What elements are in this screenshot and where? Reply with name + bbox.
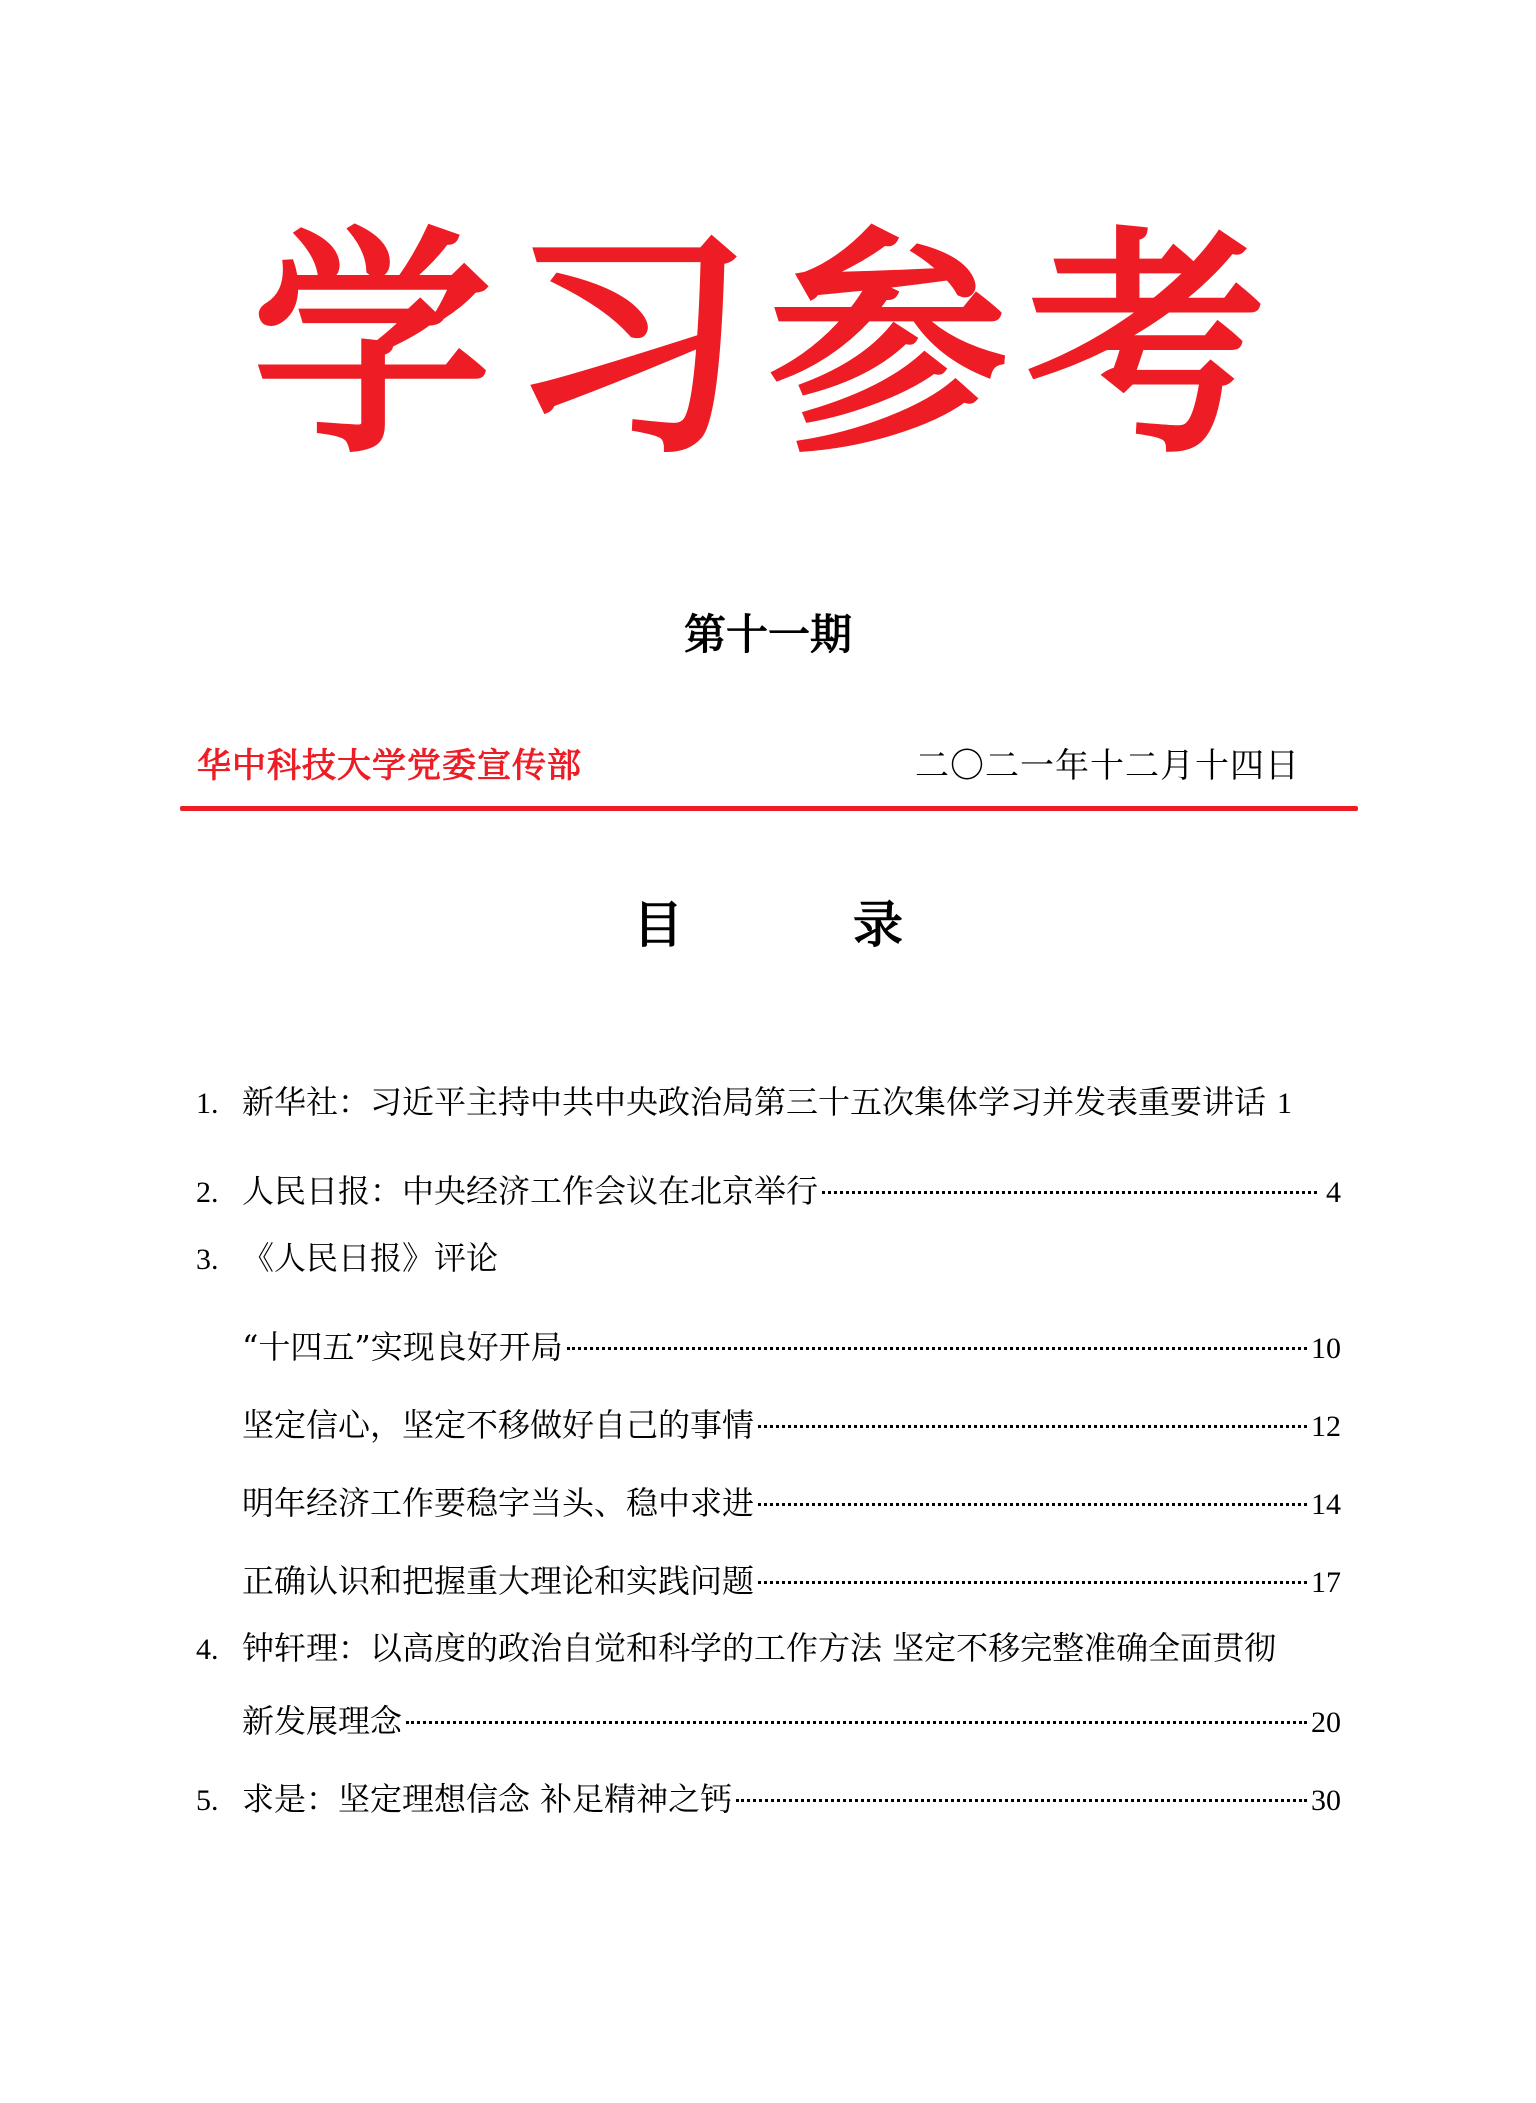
toc-heading: 目 录: [633, 895, 963, 954]
toc-entry-page: 20: [1311, 1706, 1341, 1739]
toc-entry-title: 正确认识和把握重大理论和实践问题: [242, 1562, 755, 1600]
toc-entry-title: 新华社：习近平主持中共中央政治局第三十五次集体学习并发表重要讲话: [242, 1083, 1267, 1121]
toc-entry-number: 2.: [196, 1176, 219, 1209]
toc-subentry[interactable]: [196, 1392, 1341, 1444]
toc-entry-4-continued[interactable]: [196, 1688, 1341, 1740]
toc-entry-title: 坚定信心，坚定不移做好自己的事情: [242, 1406, 755, 1444]
toc-entry-title: 钟轩理：以高度的政治自觉和科学的工作方法 坚定不移完整准确全面贯彻: [242, 1629, 1277, 1667]
toc-entry-page: 30: [1311, 1784, 1341, 1817]
toc-entry-number: 1.: [196, 1087, 219, 1120]
toc-leader-dots: [758, 1548, 1307, 1592]
toc-subentry[interactable]: [196, 1470, 1341, 1522]
toc-leader-dots: [406, 1688, 1307, 1732]
toc-entry-title: 新发展理念: [242, 1702, 403, 1740]
toc-entry-number: 4.: [196, 1633, 219, 1666]
toc-entry-title: “十四五”实现良好开局: [242, 1328, 563, 1366]
toc-entry-1[interactable]: [196, 1080, 1341, 1124]
toc-entry-3[interactable]: [196, 1236, 1341, 1280]
toc-entry-page: 12: [1311, 1410, 1341, 1443]
toc-entry-title: 人民日报：中央经济工作会议在北京举行: [242, 1172, 819, 1210]
toc-entry-page: 14: [1311, 1488, 1341, 1521]
toc-entry-title: 明年经济工作要稳字当头、稳中求进: [242, 1484, 755, 1522]
toc-entry-page: 10: [1311, 1332, 1341, 1365]
toc-leader-dots: [758, 1470, 1307, 1514]
toc-entry-4[interactable]: [196, 1626, 1341, 1670]
toc-entry-number: 5.: [196, 1784, 219, 1817]
toc-entry-2[interactable]: [196, 1158, 1341, 1210]
publication-date: 二〇二一年十二月十四日: [915, 746, 1300, 786]
toc-entry-title: 《人民日报》评论: [242, 1239, 499, 1277]
toc-leader-dots: [758, 1392, 1307, 1436]
issue-number: 第十一期: [683, 610, 852, 659]
toc-entry-5[interactable]: [196, 1766, 1341, 1818]
toc-leader-dots: [822, 1158, 1317, 1202]
toc-leader-dots: [567, 1314, 1307, 1358]
toc-entry-page: 4: [1326, 1176, 1341, 1209]
toc-subentry[interactable]: [196, 1314, 1341, 1366]
toc-subentry[interactable]: [196, 1548, 1341, 1600]
toc-entry-number: 3.: [196, 1243, 219, 1276]
toc-entry-page: 1: [1277, 1087, 1293, 1120]
toc-entry-title: 求是：坚定理想信念 补足精神之钙: [242, 1780, 733, 1818]
toc-leader-dots: [736, 1766, 1307, 1810]
masthead-title: 学习参考: [252, 204, 1284, 486]
toc-entry-page: 17: [1311, 1566, 1341, 1599]
red-divider: [180, 806, 1358, 811]
publisher: 华中科技大学党委宣传部: [197, 746, 582, 786]
